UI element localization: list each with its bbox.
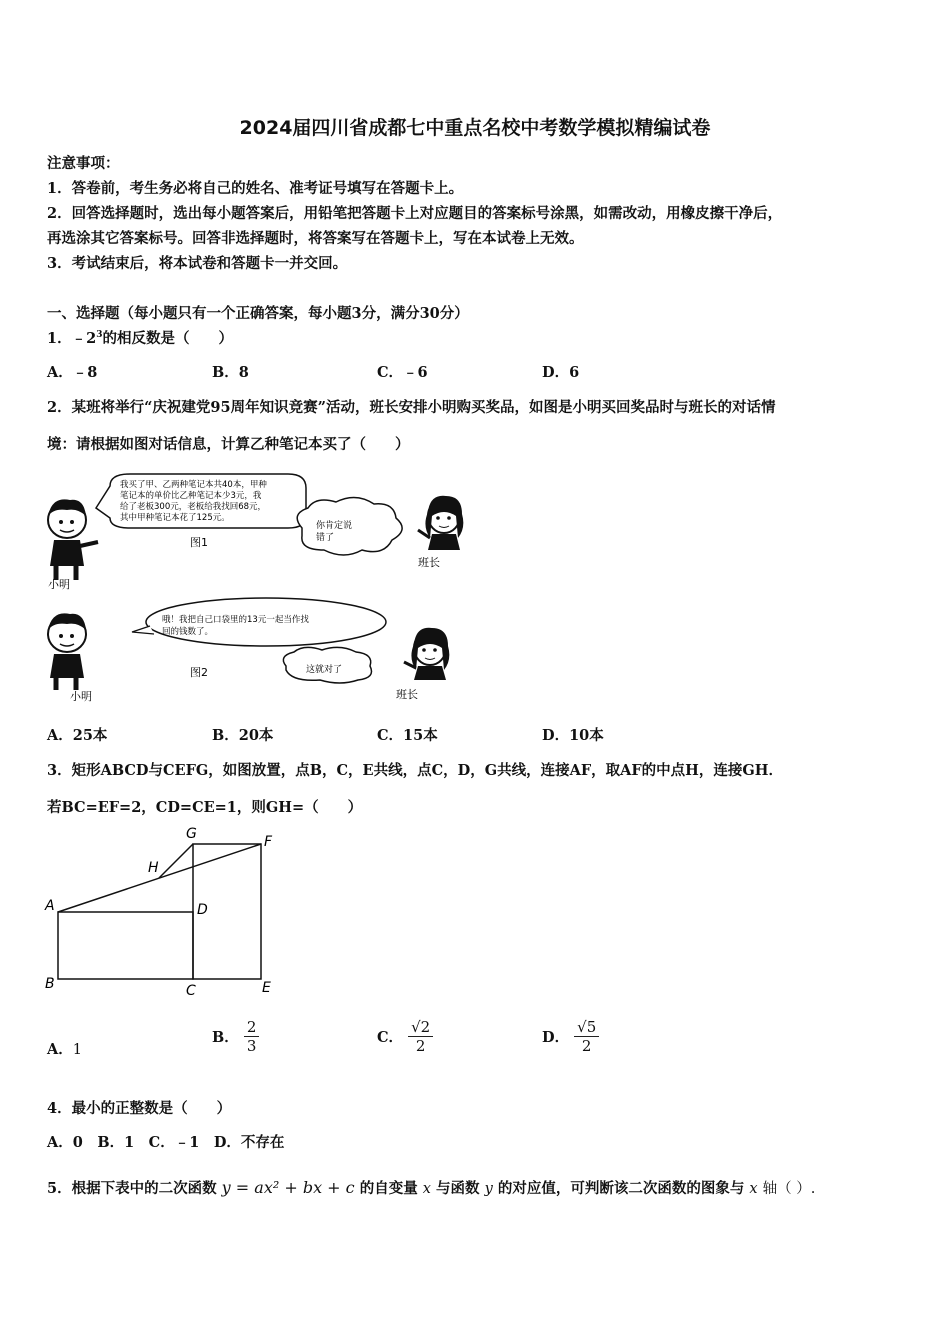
option-value: 1	[72, 1042, 82, 1058]
option-c[interactable]: C．﹣6	[377, 364, 428, 381]
reply-line: 错了	[316, 533, 335, 543]
q5-suffix: 轴（ ）.	[762, 1181, 816, 1197]
page-title: 2024届四川省成都七中重点名校中考数学模拟精编试卷	[239, 117, 711, 139]
boy-cartoon	[48, 499, 98, 580]
q1-stem-prefix: 1．﹣2	[47, 330, 97, 347]
option-c[interactable]	[377, 1018, 433, 1055]
name-label: 小明	[70, 690, 92, 703]
section-heading: 一、选择题（每小题只有一个正确答案，每小题3分，满分30分）	[47, 305, 469, 322]
q1-stem-suffix: 的相反数是（ ）	[102, 330, 233, 347]
boy-cartoon	[48, 613, 86, 690]
option-label: C．	[377, 1029, 404, 1046]
label-b: B	[45, 976, 55, 992]
bubble-line: 回的钱数了。	[162, 627, 214, 637]
question-3-line1: 3．矩形ABCD与CEFG，如图放置，点B，C，E共线，点C，D，G共线，连接AF，取AF的中点H，连接GH．	[47, 762, 783, 779]
option-a[interactable]	[47, 1038, 82, 1059]
label-f: F	[264, 834, 273, 850]
fraction	[244, 1018, 260, 1055]
option-label: B．	[212, 1029, 239, 1046]
question-5-stem	[47, 1177, 815, 1198]
reply-line: 你肯定说	[316, 521, 353, 531]
fraction	[574, 1018, 599, 1055]
question-2-line2: 境：请根据如图对话信息，计算乙种笔记本买了（ ）	[47, 436, 410, 453]
name-label: 小明	[48, 578, 70, 591]
dialogue-figure-2	[40, 596, 480, 706]
label-e: E	[262, 980, 271, 996]
q1-exponent: 3	[96, 330, 103, 341]
quadratic-formula: y = ax² + bx + c	[221, 1178, 355, 1197]
option-label: A．	[47, 1041, 73, 1058]
bubble-line: 我买了甲、乙两种笔记本共40本，甲种	[120, 480, 267, 490]
notice-item: 3．考试结束后，将本试卷和答题卡一并交回。	[47, 255, 348, 272]
numerator: 2	[244, 1018, 260, 1037]
option-label: D．	[542, 1029, 570, 1046]
geometry-figure	[40, 822, 290, 1000]
question-4-stem: 4．最小的正整数是（ ）	[47, 1100, 232, 1117]
option-d[interactable]: D．6	[542, 364, 580, 381]
label-d: D	[197, 902, 208, 918]
reply-line: 这就对了	[306, 665, 343, 675]
option-b[interactable]: B．20本	[212, 727, 274, 744]
label-g: G	[186, 826, 197, 842]
q5-text: 的对应值，可判断该二次函数的图象与	[497, 1180, 745, 1197]
q5-text: 的自变量	[359, 1180, 418, 1197]
notice-heading: 注意事项：	[47, 155, 120, 172]
var-x: x	[749, 1181, 758, 1197]
option-b[interactable]: B．8	[212, 364, 249, 381]
denominator: 2	[415, 1037, 426, 1055]
denominator: 3	[246, 1037, 257, 1055]
numerator: √5	[574, 1018, 599, 1037]
question-1-stem	[47, 327, 233, 348]
dialogue-figure-1	[40, 468, 480, 593]
figure-caption: 图1	[190, 536, 208, 549]
q5-prefix: 5．根据下表中的二次函数	[47, 1180, 217, 1197]
name-label: 班长	[418, 556, 440, 569]
option-b[interactable]	[212, 1018, 259, 1055]
bubble-line: 其中甲种笔记本花了125元。	[120, 513, 230, 523]
girl-cartoon	[418, 496, 463, 550]
option-c[interactable]: C．15本	[377, 727, 438, 744]
bubble-line: 哦！我把自己口袋里的13元一起当作找	[162, 615, 309, 625]
question-2-line1: 2．某班将举行“庆祝建党95周年知识竞赛”活动，班长安排小明购买奖品，如图是小明买回奖品时与班长的对话情	[47, 399, 776, 416]
notice-item: 1．答卷前，考生务必将自己的姓名、准考证号填写在答题卡上。	[47, 180, 464, 197]
figure-caption: 图2	[190, 666, 208, 679]
var-y: y	[484, 1181, 493, 1197]
notice-item: 再选涂其它答案标号。回答非选择题时，将答案写在答题卡上，写在本试卷上无效。	[47, 230, 584, 247]
numerator: √2	[408, 1018, 433, 1037]
option-d[interactable]	[542, 1018, 599, 1055]
option-a[interactable]: A．﹣8	[47, 364, 98, 381]
bubble-line: 笔记本的单价比乙种笔记本少3元，我	[120, 491, 262, 501]
var-x: x	[422, 1181, 431, 1197]
option-d[interactable]: D．10本	[542, 727, 604, 744]
notice-item: 2．回答选择题时，选出每小题答案后，用铅笔把答题卡上对应题目的答案标号涂黑，如需改动，用橡皮擦干净后，	[47, 205, 783, 222]
denominator: 2	[581, 1037, 592, 1055]
girl-cartoon	[404, 628, 449, 680]
fraction	[408, 1018, 433, 1055]
q5-text: 与函数	[436, 1180, 480, 1197]
question-4-options[interactable]: A．0 B．1 C．﹣1 D．不存在	[47, 1134, 285, 1151]
option-a[interactable]: A．25本	[47, 727, 108, 744]
bubble-line: 给了老板300元，老板给我找回68元，	[120, 502, 267, 512]
question-3-line2: 若BC=EF=2，CD=CE=1，则GH=（ ）	[47, 799, 363, 816]
label-c: C	[186, 983, 196, 999]
label-a: A	[45, 898, 55, 914]
name-label: 班长	[396, 688, 418, 701]
label-h: H	[148, 860, 159, 876]
rectangle-abcd	[58, 912, 193, 979]
